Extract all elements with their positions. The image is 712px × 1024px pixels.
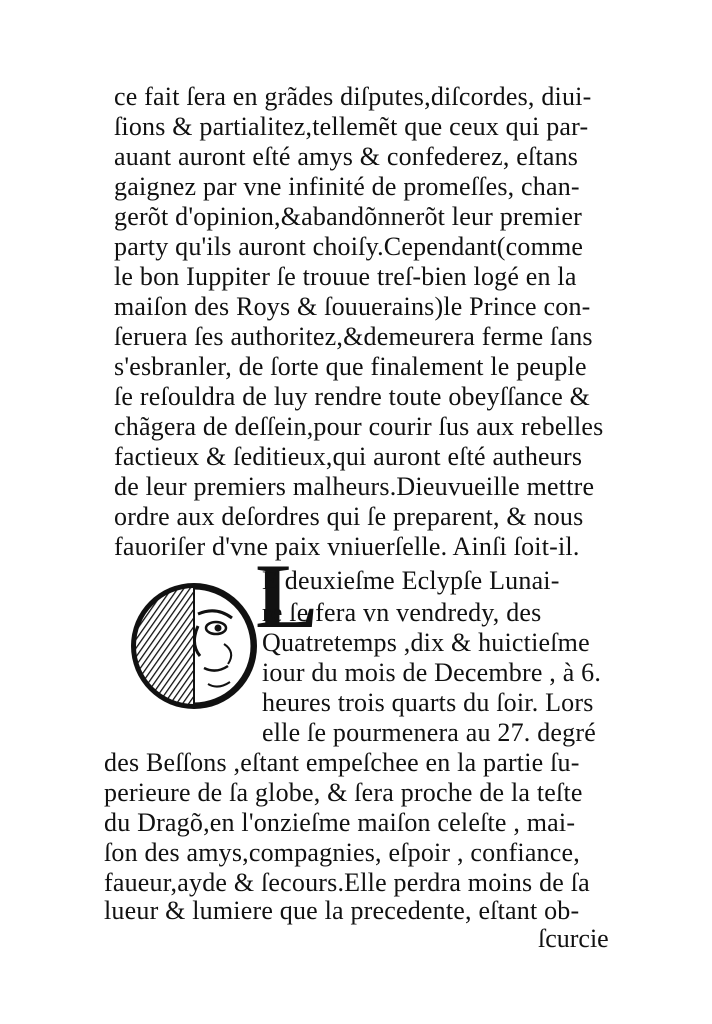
text-line: party qu'ils auront choiſy.Cependant(comme [114,232,584,261]
text-line: Quatretemps ,dix & huictieſme [262,628,590,657]
text-line: gerõt d'opinion,&abandõnnerõt leur premier [114,202,582,231]
text-line: le bon Iuppiter ſe trouue treſ-bien logé en la [114,262,577,291]
text-line: re ſe fera vn vendredy, des [262,598,542,627]
text-line: auant auront eſté amys & confederez, eſtans [114,142,579,171]
text-line: elle ſe pourmenera au 27. degré [262,718,596,747]
text-line: ſon des amys,compagnies, eſpoir , confiance, [104,838,580,867]
text-line: chãgera de deſſein,pour courir ſus aux rebelles [114,412,604,441]
text-line: du Dragõ,en l'onzieſme maiſon celeſte , mai- [104,808,576,837]
text-line: lueur & lumiere que la precedente, eſtant ob- [104,896,580,925]
text-line: ſions & partialitez,tellemẽt que ceux qui par- [114,112,589,141]
text-line: iour du mois de Decembre , à 6. [262,658,602,687]
text-line: perieure de ſa globe, & ſera proche de la teſte [104,778,583,807]
catchword: ſcurcie [538,924,609,953]
text-line: des Beſſons ,eſtant empeſchee en la partie ſu- [104,748,580,777]
text-line: faueur,ayde & ſecours.Elle perdra moins de ſa [104,868,590,897]
text-line: ordre aux deſordres qui ſe preparent, & nous [114,502,584,531]
text-line: E deuxieſme Eclypſe Lunai- [262,566,560,595]
moon-face-woodcut-icon [128,580,260,712]
text-line: heures trois quarts du ſoir. Lors [262,688,594,717]
text-line: fauoriſer d'vne paix vniuerſelle. Ainſi ſoit-il. [114,532,580,561]
text-line: s'esbranler, de ſorte que finalement le peuple [114,352,587,381]
text-line: maiſon des Roys & ſouuerains)le Prince con- [114,292,591,321]
text-line: ſeruera ſes authoritez,&demeurera ferme ſans [114,322,593,351]
drop-cap: L [256,545,318,647]
text-line: de leur premiers malheurs.Dieuvueille mettre [114,472,595,501]
text-line: factieux & ſeditieux,qui auront eſté autheurs [114,442,583,471]
text-line: gaignez par vne infinité de promeſſes, chan- [114,172,580,201]
text-line: ce fait ſera en grãdes diſputes,diſcordes, diui- [114,82,592,111]
text-line: ſe reſouldra de luy rendre toute obeyſſance & [114,382,591,411]
